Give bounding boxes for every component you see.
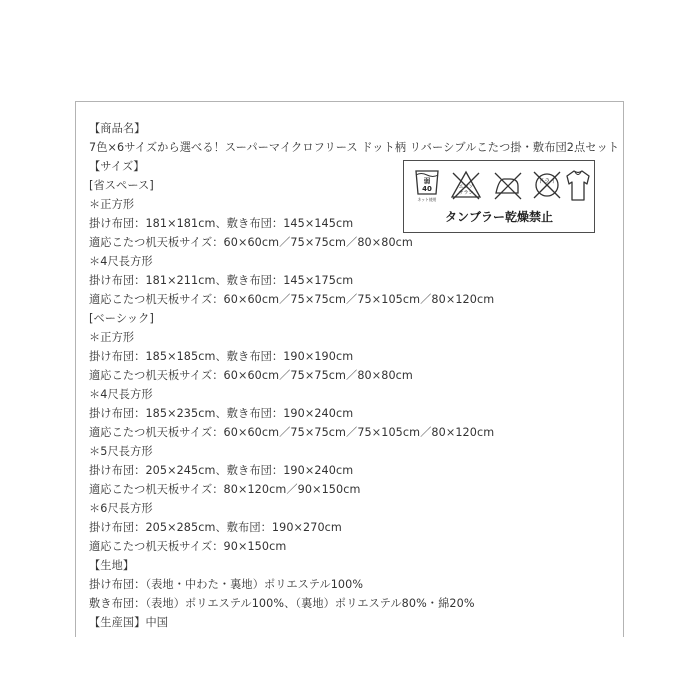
no-bleach-icon bbox=[449, 168, 483, 202]
no-iron-icon bbox=[491, 168, 525, 202]
wash-tub-icon bbox=[413, 168, 441, 204]
spec-line: 【生産国】中国 bbox=[89, 616, 169, 629]
wash-top-text: 弱 bbox=[423, 177, 431, 185]
spec-line: 【サイズ】 bbox=[89, 160, 145, 173]
spec-line: 適応こたつ机天板サイズ：60×60cm／75×75cm／75×105cm／80×120cm bbox=[89, 293, 495, 306]
spec-line: 【商品名】 bbox=[89, 122, 146, 135]
spec-line: 掛け布団：205×245cm、敷き布団：190×240cm bbox=[89, 464, 354, 477]
dry-text: ドライ bbox=[538, 178, 556, 185]
spec-line: ＊4尺長方形 bbox=[89, 388, 153, 401]
no-dry-clean-icon bbox=[531, 168, 563, 202]
wash-note-text: ネット使用 bbox=[417, 197, 437, 202]
shirt-icon bbox=[565, 168, 591, 204]
tumble-dry-prohibited-label: タンブラー乾燥禁止 bbox=[444, 210, 553, 224]
bleach-text-2: サラシ bbox=[458, 190, 474, 196]
spec-line: 適応こたつ机天板サイズ：60×60cm／75×75cm／75×105cm／80×120cm bbox=[89, 426, 495, 439]
spec-line: [ベーシック] bbox=[89, 312, 154, 325]
spec-line: 掛け布団：181×211cm、敷き布団：145×175cm bbox=[89, 274, 354, 287]
spec-line: 敷き布団：（表地）ポリエステル100%、（裏地）ポリエステル80%・綿20% bbox=[89, 597, 475, 610]
spec-line: ＊正方形 bbox=[89, 331, 135, 344]
spec-line: ＊正方形 bbox=[89, 198, 135, 211]
spec-line: 7色×6サイズから選べる！スーパーマイクロフリース ドット柄 リバーシブルこたつ掛・敷布団2点セット bbox=[89, 141, 620, 154]
spec-line: 掛け布団：185×235cm、敷き布団：190×240cm bbox=[89, 407, 354, 420]
spec-line: 掛け布団：185×185cm、敷き布団：190×190cm bbox=[89, 350, 354, 363]
spec-line: [省スペース] bbox=[89, 179, 154, 192]
spec-line: 【生地】 bbox=[89, 559, 135, 572]
spec-line: 掛け布団：205×285cm、敷布団：190×270cm bbox=[89, 521, 342, 534]
spec-line: 適応こたつ机天板サイズ：90×150cm bbox=[89, 540, 287, 553]
spec-line: 掛け布団：（表地・中わた・裏地）ポリエステル100% bbox=[89, 578, 364, 591]
spec-line: 適応こたつ机天板サイズ：60×60cm／75×75cm／80×80cm bbox=[89, 369, 413, 382]
bleach-text-1: エンソ bbox=[458, 184, 474, 190]
spec-line: 適応こたつ机天板サイズ：60×60cm／75×75cm／80×80cm bbox=[89, 236, 413, 249]
spec-line: ＊5尺長方形 bbox=[89, 445, 153, 458]
spec-line: ＊4尺長方形 bbox=[89, 255, 153, 268]
wash-temp-text: 40 bbox=[422, 185, 432, 193]
spec-line: 適応こたつ机天板サイズ：80×120cm／90×150cm bbox=[89, 483, 361, 496]
spec-line: 掛け布団：181×181cm、敷き布団：145×145cm bbox=[89, 217, 354, 230]
spec-line: ＊6尺長方形 bbox=[89, 502, 153, 515]
care-label-box bbox=[403, 160, 595, 233]
